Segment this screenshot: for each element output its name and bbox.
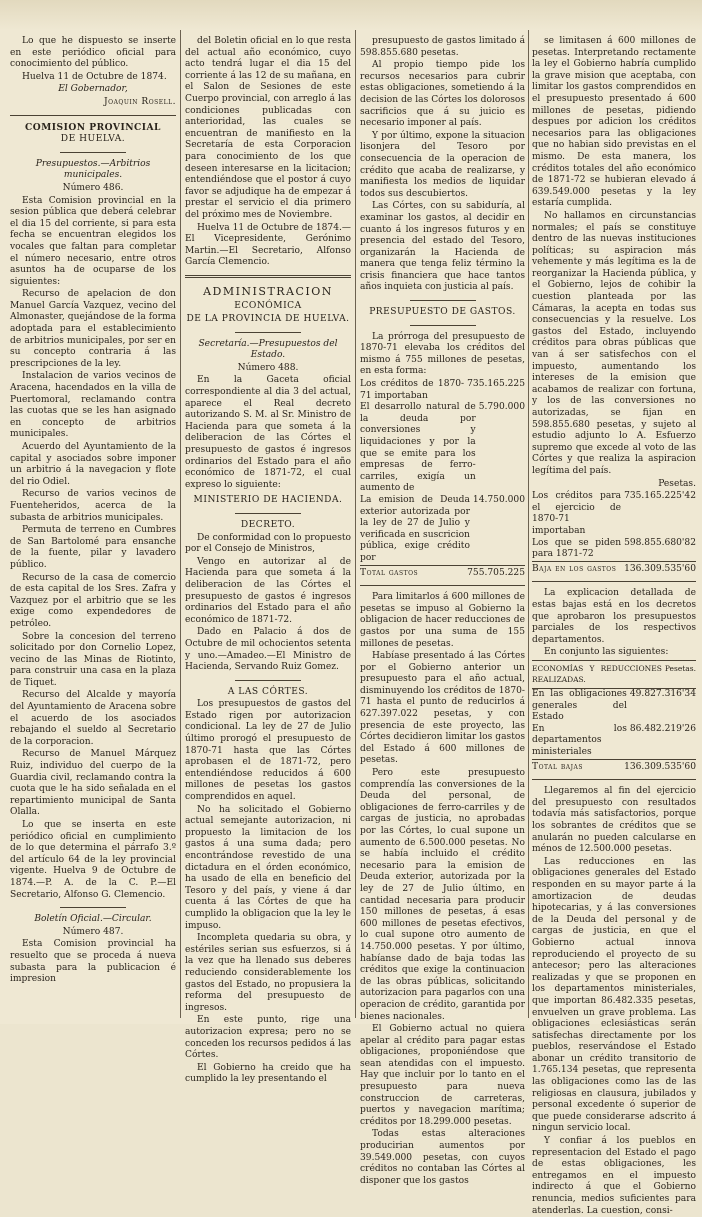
- page-top-shadow: [0, 0, 702, 30]
- section-heading: COMISION PROVINCIAL: [25, 121, 161, 133]
- divider: [60, 907, 126, 908]
- paragraph: Esta Comision provincial en la sesion pública que deberá celebrar el dia 15 del corriente, si para esta fecha se encuentran elegidos los vocales que faltan para completar el número necesario, entre otros asuntos ha de ocuparse de los siguientes:: [10, 195, 176, 287]
- signature-name: Joaquin Rosell.: [104, 96, 176, 107]
- paragraph: No ha solicitado el Gobierno actual semejante autorizacion, ni propuesto la limitacion de los gastos á una suma dada; pero encontrándose revestido de una dictadura en el órden económico, ha usado de ella en beneficio del Tesoro y del país, y viene á dar cuenta á las Córtes de que ha cumplido la obligacion que la ley le impuso.: [185, 804, 351, 931]
- paragraph: Acuerdo del Ayuntamiento de la capital y asociados sobre imponer un arbitrio á la navegacion y flote del rio Odiel.: [10, 442, 176, 487]
- total-row: [360, 565, 525, 580]
- table-row: [532, 724, 696, 759]
- row-label: En los departamentos ministeriales: [532, 723, 627, 758]
- section-title: Secretaría.—Presupuestos del Estado.: [198, 338, 338, 361]
- paragraph: De conformidad con lo propuesto por el Consejo de Ministros,: [185, 532, 351, 555]
- table-row: [532, 689, 696, 724]
- row-value: 49.827.316'34: [629, 689, 696, 700]
- divider: [10, 115, 176, 116]
- paragraph: Sobre la concesion del terreno solicitado por don Cornelio Lopez, vecino de las Minas de Riotinto, para construir una casa en la plaza de Tiquet.: [10, 631, 176, 688]
- paragraph: En conjunto las siguientes:: [544, 647, 669, 658]
- row-value: 735.165.225'42: [624, 491, 696, 502]
- paragraph: Lo que se inserta en este periódico oficial en cumplimiento de lo que determina el párrafo 3.º del artículo 64 de la ley provincial vigente. Huelva 9 de Octubre de 1874.—P. A. de la C. P.—El Secretario, Alfonso G. Clemencio.: [10, 820, 176, 900]
- paragraph: Esta Comision provincial ha resuelto que se proceda á nueva subasta para la publicacion é impresion: [10, 939, 176, 985]
- total-label: Total bajas: [532, 761, 583, 772]
- table-row: [360, 379, 525, 402]
- divider: [235, 332, 301, 333]
- row-label: La emision de Deuda exterior autorizada por la ley de 27 de Julio y verificada en suscricion pública, exige crédito por: [360, 494, 470, 563]
- total-value: 136.309.535'60: [624, 761, 696, 772]
- ministry-heading: MINISTERIO DE HACIENDA.: [193, 495, 343, 506]
- row-label: Los créditos para el ejercicio de 1870-71 importaban: [532, 491, 622, 536]
- paragraph: Recurso del Alcalde y mayoría del Ayuntamiento de Aracena sobre el acuerdo de los asociados rebajando el sueldo al Secretario de la corporacion.: [10, 690, 176, 747]
- paragraph: Pero este presupuesto comprendía las conversiones de la Deuda del personal, de obligaciones de ferro-carriles y de cargas de justicia, no aprobadas por las Córtes, lo cual supone un aumento de 6.500.000 pesetas. No se había incluido el crédito necesario para la emision de Deuda exterior, autorizada por la ley de 27 de Julio último, en cantidad necesaria para producir 150 millones de pesetas, á esas 600 millones de pesetas efectivos, lo cual supone otro aumento de 14.750.000 pesetas. Y por último, habíanse dado de baja todas las créditos que exige la continuacion de las obras públicas, solicitando autorizacion para pagarlos con una operacion de crédito, garantida por bienes nacionales.: [360, 768, 525, 1022]
- paragraph: del Boletin oficial en lo que resta del actual año económico, cuyo acto tendrá lugar el dia 15 del corriente á las 12 de su mañana, en el Salon de Sesiones de este Cuerpo provincial, con arreglo á las condiciones publicadas con anterioridad, las cuales se encuentran de manifiesto en la Secretaría de esta Corporacion para conocimiento de los que deseen interesarse en la licitacion; entendiéndose que el postor á cuyo favor se adjudique ha de empezar á prestar el servicio el dia primero del próximo mes de Noviembre.: [185, 36, 351, 220]
- section-heading: PRESUPUESTO DE GASTOS.: [369, 307, 516, 318]
- signature-role: El Gobernador,: [58, 84, 128, 95]
- date-line: Huelva 11 de Octubre de 1874.: [22, 71, 167, 82]
- row-value: 86.482.219'26: [629, 723, 696, 734]
- total-label: Baja en los gastos: [532, 563, 617, 574]
- column-rule: [355, 30, 356, 1018]
- column-rule: [528, 30, 529, 1018]
- paragraph: Para limitarlos á 600 millones de pesetas se impuso al Gobierno la obligacion de hacer reducciones de gastos por una suma de 155 millones de pesetas.: [360, 592, 525, 649]
- paragraph: El Gobierno ha creido que ha cumplido la ley presentando el: [185, 1062, 351, 1085]
- paragraph: presupuesto de gastos limitado á 598.855.680 pesetas.: [360, 36, 525, 58]
- paragraph: Y por último, expone la situacion lisonjera del Tesoro por consecuencia de la operacion de crédito que acaba de realizarse, y manifiesta los medios de liquidar todos sus descubiertos.: [360, 130, 525, 199]
- paragraph: Dado en Palacio á dos de Octubre de mil ochocientos setenta y uno.—Amadeo.—El Ministro de Hacienda, Servando Ruiz Gomez.: [185, 627, 351, 673]
- divider: [532, 581, 696, 582]
- paragraph: La explicacion detallada de estas bajas está en los decretos que aprobaron los presupuestos parciales de los respectivos departamentos.: [532, 588, 696, 645]
- notice-number: Número 487.: [62, 926, 124, 937]
- paragraph: Recurso de varios vecinos de Fuenteheridos, acerca de la subasta de arbitrios municipales.: [10, 489, 176, 523]
- paragraph: Las reducciones en las obligaciones generales del Estado responden en su mayor parte á la amortizacion de deudas hipotecarias, y á las conversiones de la Deuda del personal y de cargas de justicia, en que el Gobierno actual innova reproduciendo el proyecto de su antecesor; pero las alteraciones realizadas y que se proponen en los departamentos ministeriales, que importan 86.482.335 pesetas, envuelven un grave problema. Las obligaciones eclesiásticas serán satisfechas directamente por los pueblos, reservándose el Estado abonar un crédito transitorio de 1.765.134 pesetas, que representa las obligaciones como las de las religiosas en clausura, jubilados y personal excedente ó superior de que puede considerarse adscrito á ningun servicio local.: [532, 856, 696, 1134]
- total-label: Total gastos: [360, 567, 419, 578]
- row-value: 14.750.000: [472, 494, 525, 505]
- paragraph: Y confiar á los pueblos en representacion del Estado el pago de estas obligaciones, les entregamos en el impuesto indirecto á que el Gobierno renuncia, medios suficientes para atenderlas. La cuestion, consi-: [532, 1136, 696, 1216]
- total-value: 755.705.225: [467, 567, 525, 578]
- table-column-header: Pesetas.: [658, 478, 696, 489]
- table-row: [360, 402, 525, 495]
- paragraph: Lo que he dispuesto se inserte en este periódico oficial para conocimiento del público.: [10, 36, 176, 70]
- cortes-heading: A LAS CÓRTES.: [227, 686, 309, 697]
- divider: [410, 325, 476, 326]
- paragraph: Los presupuestos de gastos del Estado rigen por autorizacion condicional. La ley de 27 de Julio último prorogó el presupuesto de 1870-71 hasta que las Córtes aprobasen el de 1871-72, pero entendiéndose reducidos á 600 millones de pesetas los gastos comprendidos en aquel.: [185, 699, 351, 803]
- paragraph: Habíase presentado á las Córtes por el Gobierno anterior un presupuesto para el año actual, disminuyendo los créditos de 1870-71 hasta el punto de reducirlos á 627.397.022 pesetas, y con presencia de este proyecto, las Córtes decidieron limitar los gastos del Estado á 600 millones de pesetas.: [360, 651, 525, 766]
- paragraph: Instalacion de varios vecinos de Aracena, hacendados en la villa de Puertomoral, reclamando contra las cuotas que se les han asignado en concepto de arbitrios municipales.: [10, 371, 176, 440]
- paragraph: Permuta de terreno en Cumbres de San Bartolomé para ensanche de la fuente, pilar y lavadero público.: [10, 525, 176, 570]
- divider: [185, 275, 351, 278]
- section-subheading: DE HUELVA.: [60, 134, 126, 145]
- section-subheading: ECONÓMICA: [234, 301, 302, 312]
- table-header-label: ECONOMÍAS Y REDUCCIONES REALIZADAS.: [532, 663, 662, 685]
- paragraph: En este punto, rige una autorizacion expresa; pero no se conceden los recursos pedidos á las Córtes.: [185, 1015, 351, 1061]
- section-title: Boletín Oficial.—Circular.: [34, 914, 152, 925]
- section-title: Presupuestos.—Arbitrios municipales.: [35, 158, 151, 181]
- section-subheading: DE LA PROVINCIA DE HUELVA.: [186, 314, 350, 325]
- total-value: 136.309.535'60: [624, 563, 696, 574]
- paragraph: Incompleta quedaria su obra, y estériles serian sus esfuerzos, si á la vez que ha llenado sus deberes reduciendo considerablemente los gastos del Estado, no propusiera la reforma del presupuesto de ingresos.: [185, 933, 351, 1013]
- table-row: [532, 491, 696, 537]
- row-label: El desarrollo natural de la deuda por conversiones y liquidaciones y por la que se emite para los empresas de ferro-carriles, exigía un aumento de: [360, 402, 476, 494]
- paragraph: Las Córtes, con su sabiduría, al examinar los gastos, al decidir en cuanto á los ingresos futuros y en presencia del estado del Tesoro, organizarán la Hacienda de manera que tenga feliz término la crisis financiera que hace tantos años inquieta con justicia al país.: [360, 201, 525, 293]
- total-row: [532, 561, 696, 576]
- divider: [360, 585, 525, 586]
- row-label: En las obligaciones generales del Estado: [532, 689, 627, 723]
- paragraph: En la Gaceta oficial correspondiente al dia 3 del actual, aparece el Real decreto autorizando S. M. al Sr. Ministro de Hacienda para que someta á la deliberacion de las Córtes el presupuesto de gastos é ingresos ordinarios del Estado para el año económico de 1871-72, el cual expreso lo siguiente:: [185, 375, 351, 490]
- paragraph: Al propio tiempo pide los recursos necesarios para cubrir estas obligaciones, sometiendo á la decision de las Córtes los dolorosos sacrificios que á su juicio es necesario imponer al país.: [360, 60, 525, 129]
- section-heading: ADMINISTRACION: [203, 284, 333, 298]
- column-rule: [180, 30, 181, 1018]
- row-label: Los créditos de 1870-71 importaban: [360, 379, 465, 401]
- decree-heading: DECRETO.: [240, 519, 296, 530]
- row-value: 5.790.000: [478, 402, 525, 413]
- table-header: [532, 660, 696, 689]
- column-3: [360, 36, 525, 1186]
- row-label: Los que se piden para 1871-72: [532, 537, 622, 560]
- row-value: 735.165.225: [467, 379, 525, 390]
- table-row: [532, 538, 696, 561]
- paragraph: se limitasen á 600 millones de pesetas. Interpretando rectamente la ley el Gobierno habría cumplido la grave mision que aceptaba, con limitar los gastos comprendidos en el presupuesto presentado á 600 millones de pesetas, pidiendo despues por adicion los créditos necesarios para las obligaciones que no habian sido previstas en el mismo. De esta manera, los créditos totales del año económico de 1871-72 se hubieran elevado á 639.549.000 pesetas y la ley estaría cumplida.: [532, 36, 696, 209]
- notice-number: Número 488.: [237, 362, 299, 373]
- divider: [235, 680, 301, 681]
- paragraph: Huelva 11 de Octubre de 1874.—El Vicepresidente, Gerónimo Martin.—El Secretario, Alfonso García Clemencio.: [185, 222, 351, 268]
- paragraph: No hallamos en circunstancias normales; el país se constituye dentro de las nuevas instituciones políticas; su aspiracion más vehemente y más legítima es la de reorganizar la Hacienda pública, y el Gobierno, lejos de cohibir la cuestion planteada por las Cámaras, la acepta en todas sus consecuencias y la resuelve. Los gastos del Estado, incluyendo créditos para obras públicas que van á ser satisfechos con el impuesto, aumentando los intereses de la emision que acabamos de realizar con fortuna, y los de las conversiones no autorizadas, se fijan en 598.855.680 pesetas, y sujeto al estudio adjunto lo A. Esfuerzo supremo que excede al voto de las Córtes y que realiza la aspiracion legítima del país.: [532, 210, 696, 476]
- paragraph: Recurso de Manuel Márquez Ruiz, individuo del cuerpo de la Guardia civil, reclamando contra la cuota que le ha sido señalada en el repartimiento municipal de Santa Olalla.: [10, 749, 176, 818]
- paragraph: Recurso de apelacion de don Manuel García Vazquez, vecino del Almonaster, quejándose de la forma adoptada para el establecimiento de arbitrios municipales, por ser en su concepto contraria á las prescripciones de la ley.: [10, 289, 176, 369]
- notice-number: Número 486.: [62, 182, 124, 193]
- divider: [410, 300, 476, 301]
- paragraph: Llegaremos al fin del ejercicio del presupuesto con resultados todavía más satisfactorios, porque los sobrantes de créditos que se anularán no pueden calcularse en ménos de 12.500.000 pesetas.: [532, 786, 696, 855]
- column-1: [10, 36, 176, 1018]
- total-row: [532, 759, 696, 774]
- paragraph: La prórroga del presupuesto de 1870-71 elevaba los créditos del mismo á 755 millones de pesetas, en esta forma:: [360, 331, 525, 377]
- table-column-header: Pesetas.: [664, 663, 696, 673]
- divider: [60, 152, 126, 153]
- paragraph: Recurso de la casa de comercio de esta capital de los Sres. Zafra y Vazquez por el arbitrio que se les exige como expendedores de petróleo.: [10, 572, 176, 629]
- paragraph: El Gobierno actual no quiera apelar al crédito para pagar estas obligaciones, proponiéndose que sean atendidas con el impuesto. Hay que incluir por lo tanto en el presupuesto para nueva construccion de carreteras, puertos y navegacion marítima; créditos por 18.299.000 pesetas.: [360, 1024, 525, 1127]
- column-4: [532, 36, 696, 1216]
- table-row: [360, 495, 525, 565]
- column-2: [185, 36, 351, 1085]
- divider: [235, 513, 301, 514]
- row-value: 598.855.680'82: [624, 537, 696, 548]
- divider: [532, 779, 696, 780]
- paragraph: Todas estas alteraciones producirian aumentos por 39.549.000 pesetas, con cuyos créditos no contaban las Córtes al disponer que los gastos: [360, 1129, 525, 1186]
- paragraph: Vengo en autorizar al de Hacienda para que someta á la deliberacion de las Córtes el presupuesto de gastos é ingresos ordinarios del Estado para el año económico de 1871-72.: [185, 556, 351, 625]
